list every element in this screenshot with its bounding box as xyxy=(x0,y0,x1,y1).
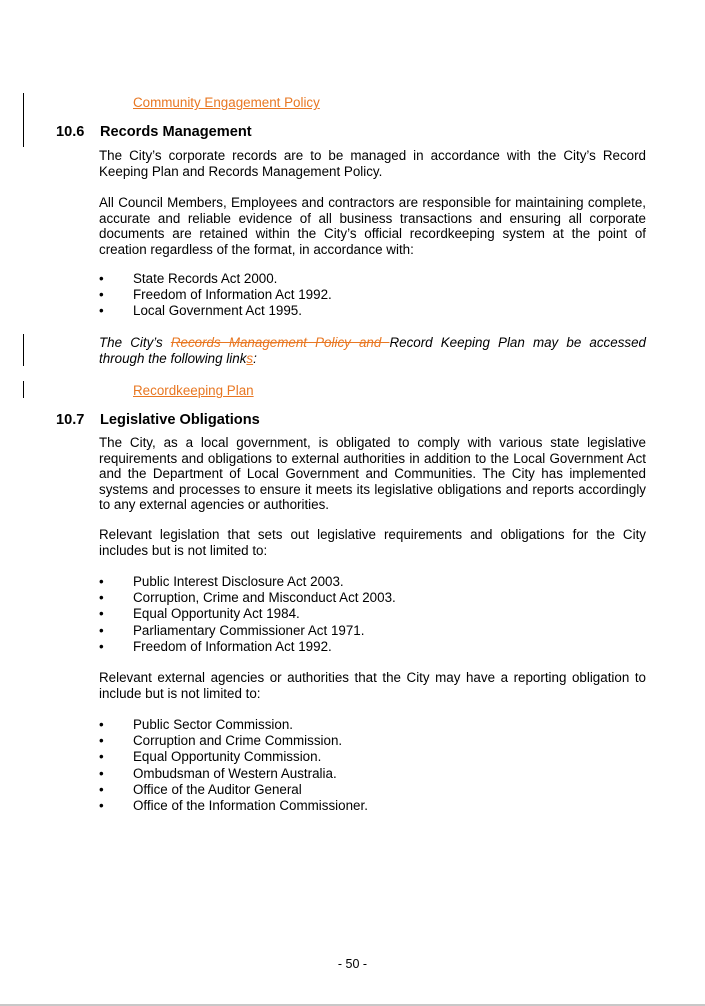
list-item: • Freedom of Information Act 1992. xyxy=(99,287,332,303)
bullet-icon: • xyxy=(99,287,104,303)
records-access-para: The City’s Records Management Policy and Record Keeping Plan may be accessed through the following links: xyxy=(99,335,646,366)
section-title-legislative-obligations: Legislative Obligations xyxy=(100,412,260,428)
community-engagement-policy-link[interactable]: Community Engagement Policy xyxy=(133,95,320,110)
change-bar xyxy=(23,381,24,398)
bullet-icon: • xyxy=(99,797,104,813)
legislative-para-1: The City, as a local government, is obligated to comply with various state legislative requirements and obligations to external authorities in addition to the Local Government Act and the Department of Local Government and Communities. The City has implemented systems and processes to ensure it meets its legislative obligations and reports accordingly to any external agencies or authorities. xyxy=(99,435,646,512)
list-item: • Corruption and Crime Commission. xyxy=(99,733,343,749)
tracked-insertion: s xyxy=(246,350,254,366)
community-engagement-link-wrap xyxy=(133,94,320,112)
legislative-para-2: Relevant legislation that sets out legislative requirements and obligations for the City includes but is not limited to: xyxy=(99,527,646,558)
bullet-icon: • xyxy=(99,271,104,286)
bullet-icon: • xyxy=(99,638,104,654)
bullet-icon: • xyxy=(99,590,104,606)
bullet-icon: • xyxy=(99,606,104,622)
change-bar xyxy=(23,334,24,366)
recordkeeping-link-wrap xyxy=(133,382,254,400)
tracked-deletion: Records Management Policy and xyxy=(170,335,390,350)
list-item: • Parliamentary Commissioner Act 1971. xyxy=(99,622,365,638)
list-item: • Ombudsman of Western Australia. xyxy=(99,765,337,781)
bullet-icon: • xyxy=(99,781,104,797)
bullet-icon: • xyxy=(99,765,104,781)
list-item: • State Records Act 2000. xyxy=(99,271,278,286)
list-item: • Freedom of Information Act 1992. xyxy=(99,638,332,654)
records-para-2: All Council Members, Employees and contractors are responsible for maintaining complete, accurate and reliable evidence of all business transactions and ensuring all corporate documents are retained within the City’s official recordkeeping system at the point of creation regardless of the format, in accordance with: xyxy=(99,195,646,257)
bullet-icon: • xyxy=(99,733,104,749)
bullet-icon: • xyxy=(99,622,104,638)
legislative-para-3: Relevant external agencies or authorities that the City may have a reporting obligation to include but is not limited to: xyxy=(99,670,646,701)
list-item: • Local Government Act 1995. xyxy=(99,303,302,319)
recordkeeping-plan-link[interactable]: Recordkeeping Plan xyxy=(133,383,254,398)
bullet-icon: • xyxy=(99,749,104,765)
page-number: - 50 - xyxy=(337,957,368,971)
legislation-list xyxy=(99,574,396,655)
list-item: • Office of the Information Commissioner. xyxy=(99,797,368,813)
bullet-icon: • xyxy=(99,303,104,319)
records-para-1: The City’s corporate records are to be managed in accordance with the City’s Record Keeping Plan and Records Management Policy. xyxy=(99,148,646,179)
section-number-10-6: 10.6 xyxy=(56,124,85,140)
records-acts-list xyxy=(99,271,332,320)
list-item: • Public Sector Commission. xyxy=(99,717,293,732)
bullet-icon: • xyxy=(99,574,104,589)
change-bar xyxy=(23,93,24,147)
agencies-list xyxy=(99,717,368,814)
list-item: • Office of the Auditor General xyxy=(99,781,302,797)
list-item: • Equal Opportunity Act 1984. xyxy=(99,606,300,622)
list-item: • Equal Opportunity Commission. xyxy=(99,749,322,765)
section-number-10-7: 10.7 xyxy=(56,412,85,428)
section-title-records-management: Records Management xyxy=(100,124,252,140)
list-item: • Corruption, Crime and Misconduct Act 2003. xyxy=(99,590,396,606)
bullet-icon: • xyxy=(99,717,104,732)
list-item: • Public Interest Disclosure Act 2003. xyxy=(99,574,344,589)
